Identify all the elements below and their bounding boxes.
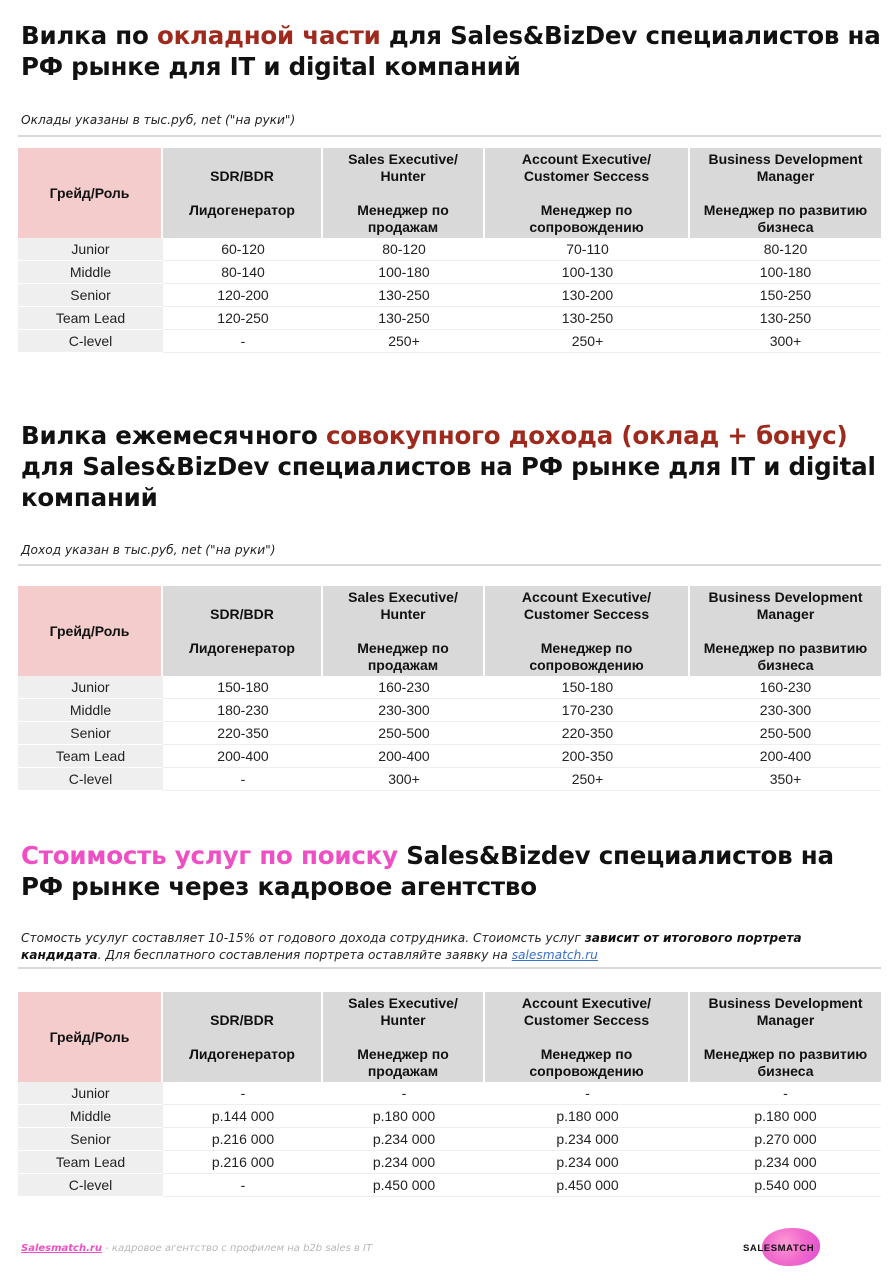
value-cell: 250+ [485,768,690,791]
value-cell: 230-300 [323,699,485,722]
value-cell: - [163,768,323,791]
value-cell: 170-230 [485,699,690,722]
column-header-ru: Менеджер по сопровождению [529,1045,644,1079]
grade-cell: Junior [18,238,163,261]
table-row [18,261,881,284]
grade-cell: C-level [18,768,163,791]
value-cell: 250+ [323,330,485,353]
column-header [485,992,690,1082]
value-cell: 250-500 [690,722,881,745]
value-cell: 100-130 [485,261,690,284]
table-row [18,676,881,699]
grade-cell: C-level [18,330,163,353]
section2-note: Доход указан в тыс.руб, net ("на руки") [21,543,276,557]
logo-wordmark: SALESMATCH [743,1243,815,1254]
column-header-en: Sales Executive/ Hunter [348,588,458,622]
value-cell: 80-140 [163,261,323,284]
role-header: Грейд/Роль [18,586,163,676]
column-header-en: SDR/BDR [210,167,274,184]
note-text: . Для бесплатного составления портрета оставляйте заявку на [97,948,512,962]
table-row [18,307,881,330]
grade-cell: Middle [18,699,163,722]
column-header-en: Business Development Manager [708,588,863,622]
table-row [18,284,881,307]
column-header-ru: Менеджер по продажам [357,1045,449,1079]
value-cell: 160-230 [323,676,485,699]
value-cell: 130-250 [323,307,485,330]
value-cell: 350+ [690,768,881,791]
table-row [18,1105,881,1128]
grade-cell: Junior [18,676,163,699]
table-row [18,722,881,745]
header-row [18,148,881,238]
column-header [690,992,881,1082]
value-cell: 160-230 [690,676,881,699]
value-cell: р.234 000 [323,1128,485,1151]
column-header [163,586,323,676]
value-cell: р.234 000 [690,1151,881,1174]
value-cell: 180-230 [163,699,323,722]
value-cell: р.180 000 [690,1105,881,1128]
divider [18,135,881,137]
section1-title [21,20,881,82]
value-cell: 200-400 [163,745,323,768]
salesmatch-logo [732,1226,842,1270]
title-text: для Sales&BizDev специалистов на РФ рынке для IT и digital компаний [21,452,876,512]
value-cell: - [690,1082,881,1105]
grade-cell: Team Lead [18,1151,163,1174]
grade-cell: Team Lead [18,307,163,330]
column-header-en: Account Executive/ Customer Seccess [521,588,652,622]
column-header-ru: Менеджер по развитию бизнеса [703,1045,868,1079]
column-header [690,586,881,676]
column-header-en: Account Executive/ Customer Seccess [521,150,652,184]
value-cell: 150-180 [485,676,690,699]
value-cell: 100-180 [690,261,881,284]
divider [18,967,881,969]
value-cell: 220-350 [163,722,323,745]
table-row [18,1128,881,1151]
salesmatch-link[interactable]: salesmatch.ru [511,948,598,962]
value-cell: - [323,1082,485,1105]
value-cell: 220-350 [485,722,690,745]
value-cell: 130-250 [323,284,485,307]
value-cell: 120-200 [163,284,323,307]
divider [18,564,881,566]
column-header-ru: Менеджер по сопровождению [529,201,644,235]
value-cell: р.216 000 [163,1151,323,1174]
column-header-ru: Лидогенератор [189,639,295,656]
column-header [323,586,485,676]
title-text: Вилка ежемесячного [21,421,326,450]
value-cell: 70-110 [485,238,690,261]
grade-cell: Middle [18,1105,163,1128]
value-cell: 150-180 [163,676,323,699]
column-header-en: Business Development Manager [708,994,863,1028]
table-row [18,330,881,353]
table-row [18,699,881,722]
column-header-en: SDR/BDR [210,1011,274,1028]
column-header-ru: Менеджер по продажам [357,201,449,235]
note-bold: зависит от итогового портрета кандидата [21,931,802,962]
value-cell: 200-350 [485,745,690,768]
grade-cell: Middle [18,261,163,284]
value-cell: 150-250 [690,284,881,307]
value-cell: р.234 000 [485,1151,690,1174]
value-cell: 80-120 [323,238,485,261]
service-cost-table [18,992,881,1197]
grade-cell: Team Lead [18,745,163,768]
footer-site-link[interactable]: Salesmatch.ru [21,1243,102,1254]
value-cell: р.450 000 [323,1174,485,1197]
footer-text: - кадровое агентство с профилем на b2b sales в IT [101,1243,373,1254]
value-cell: - [163,1082,323,1105]
title-highlight: окладной части [156,21,381,50]
column-header [163,148,323,238]
title-highlight: Стоимость услуг по поиску [21,841,398,870]
value-cell: р.540 000 [690,1174,881,1197]
column-header-ru: Менеджер по продажам [357,639,449,673]
column-header-en: Sales Executive/ Hunter [348,994,458,1028]
grade-cell: Senior [18,722,163,745]
column-header [485,148,690,238]
value-cell: - [485,1082,690,1105]
income-table [18,586,881,791]
title-text: Вилка по [21,21,157,50]
title-highlight: совокупного дохода (оклад + бонус) [325,421,848,450]
footer [21,1243,372,1254]
table-row [18,238,881,261]
value-cell: р.216 000 [163,1128,323,1151]
column-header-en: Account Executive/ Customer Seccess [521,994,652,1028]
value-cell: р.450 000 [485,1174,690,1197]
column-header [323,992,485,1082]
value-cell: 300+ [690,330,881,353]
table-row [18,1174,881,1197]
section2-title [21,420,881,513]
table-row [18,1151,881,1174]
column-header [485,586,690,676]
grade-cell: Junior [18,1082,163,1105]
table-row [18,768,881,791]
value-cell: р.180 000 [485,1105,690,1128]
header-row [18,992,881,1082]
salary-table [18,148,881,353]
value-cell: 100-180 [323,261,485,284]
value-cell: - [163,1174,323,1197]
value-cell: 200-400 [690,745,881,768]
header-row [18,586,881,676]
column-header [163,992,323,1082]
grade-cell: Senior [18,1128,163,1151]
grade-cell: Senior [18,284,163,307]
role-header: Грейд/Роль [18,992,163,1082]
column-header [690,148,881,238]
section3-title [21,840,881,902]
value-cell: 200-400 [323,745,485,768]
column-header-ru: Менеджер по развитию бизнеса [703,201,868,235]
value-cell: 230-300 [690,699,881,722]
value-cell: р.234 000 [485,1128,690,1151]
value-cell: 250-500 [323,722,485,745]
value-cell: р.180 000 [323,1105,485,1128]
value-cell: 80-120 [690,238,881,261]
value-cell: 250+ [485,330,690,353]
column-header-en: Sales Executive/ Hunter [348,150,458,184]
column-header-ru: Лидогенератор [189,1045,295,1062]
value-cell: 130-250 [690,307,881,330]
value-cell: - [163,330,323,353]
column-header [323,148,485,238]
value-cell: 130-250 [485,307,690,330]
grade-cell: C-level [18,1174,163,1197]
table-row [18,745,881,768]
title-text: Sales&Bizdev специалистов на РФ рынке через кадровое агентство [21,841,834,901]
section1-note: Оклады указаны в тыс.руб, net ("на руки") [21,113,296,127]
value-cell: 120-250 [163,307,323,330]
column-header-en: Business Development Manager [708,150,863,184]
value-cell: 60-120 [163,238,323,261]
column-header-ru: Менеджер по развитию бизнеса [703,639,868,673]
note-text: Стомость усулуг составляет 10-15% от годового дохода сотрудника. Стоиомсть услуг [21,931,585,945]
value-cell: 300+ [323,768,485,791]
title-text: для Sales&BizDev специалистов на РФ рынке для IT и digital компаний [21,21,881,81]
value-cell: р.144 000 [163,1105,323,1128]
column-header-en: SDR/BDR [210,605,274,622]
value-cell: 130-200 [485,284,690,307]
table-row [18,1082,881,1105]
value-cell: р.270 000 [690,1128,881,1151]
column-header-ru: Менеджер по сопровождению [529,639,644,673]
role-header: Грейд/Роль [18,148,163,238]
value-cell: р.234 000 [323,1151,485,1174]
section3-note [21,930,881,964]
column-header-ru: Лидогенератор [189,201,295,218]
